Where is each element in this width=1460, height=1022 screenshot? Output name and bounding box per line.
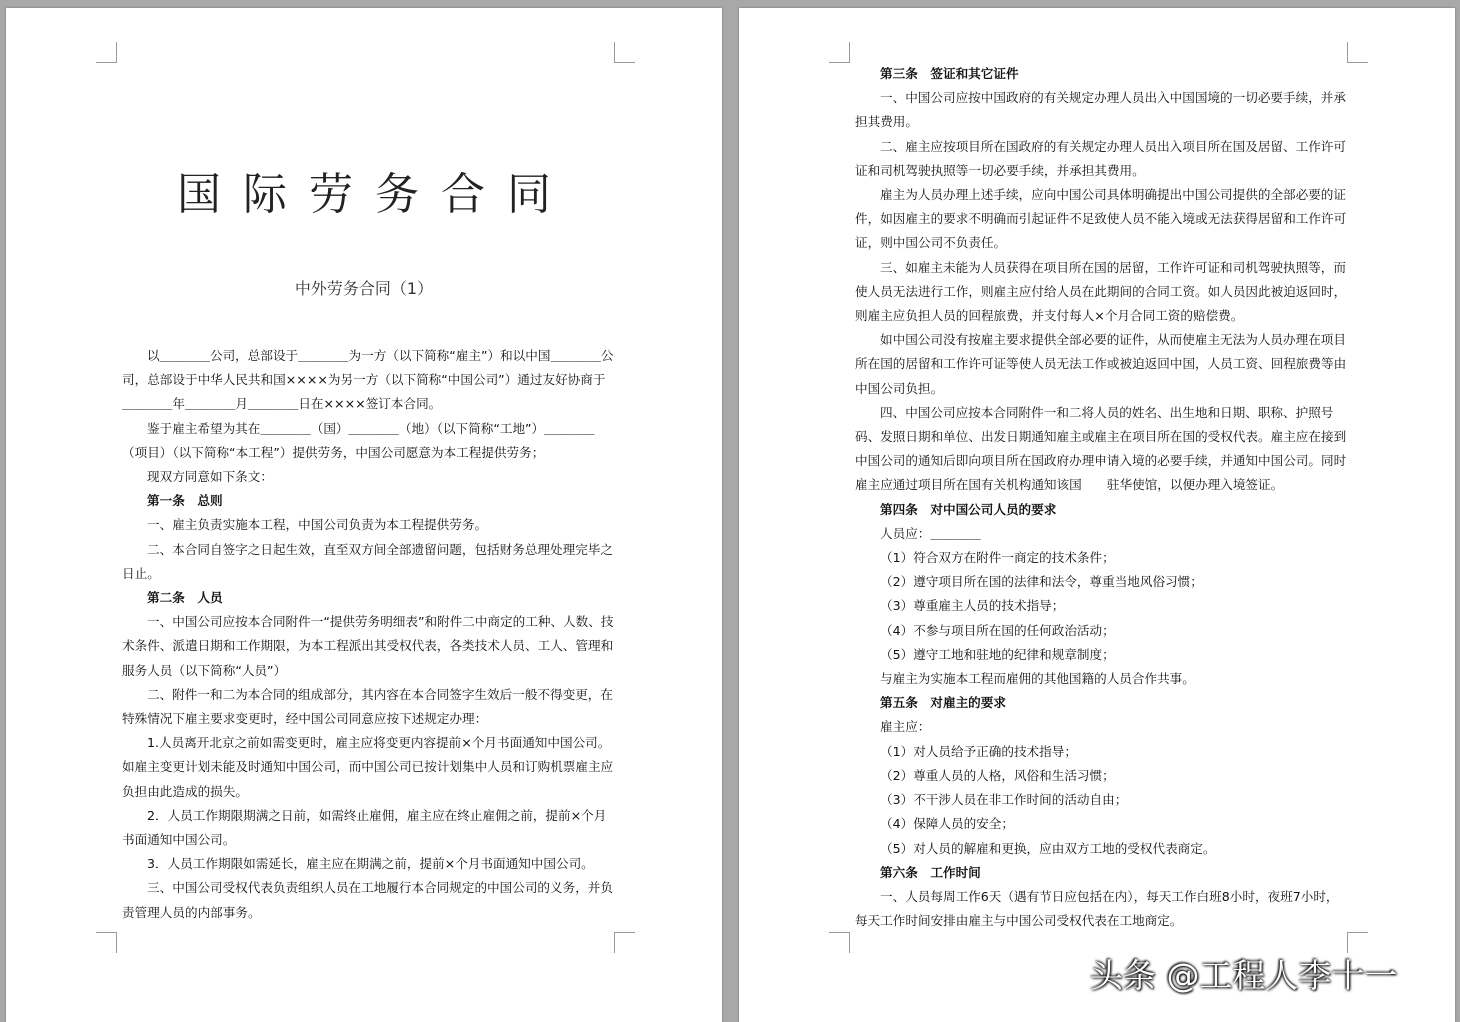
paragraph: 四、中国公司应按本合同附件一和二将人员的姓名、出生地和日期、职称、护照号码、发照日期和单位、出发日期通知雇主或雇主在项目所在国的受权代表。雇主应在接到中国公司的通知后即向项目所在国政府办理申请入境的必要手续，并通知中国公司。同时雇主应通过项目所在国有关机构通知该国 驻华使馆，以便办理入境签证。 bbox=[855, 404, 1347, 493]
paragraph: 人员应：＿＿＿＿ bbox=[880, 525, 981, 541]
section-heading: 第六条 工作时间 bbox=[880, 864, 981, 880]
document-title: 国际劳务合同 bbox=[177, 169, 573, 220]
margin-mark-bottom-left bbox=[96, 932, 117, 953]
paragraph: 2．人员工作期限期满之日前，如需终止雇佣，雇主应在终止雇佣之前，提前×个月书面通知中国公司。 bbox=[122, 807, 607, 848]
paragraph: 二、本合同自签字之日起生效，直至双方间全部遗留问题，包括财务总理处理完毕之日止。 bbox=[122, 541, 613, 581]
paragraph: 鉴于雇主希望为其在＿＿＿＿（国）＿＿＿＿（地）（以下简称“工地”）＿＿＿＿（项目）（以下简称“本工程”）提供劳务，中国公司愿意为本工程提供劳务； bbox=[122, 420, 595, 460]
paragraph: （3）不干涉人员在非工作时间的活动自由； bbox=[880, 792, 1128, 808]
paragraph: 雇主为人员办理上述手续，应向中国公司具体明确提出中国公司提供的全部必要的证件，如因雇主的要求不明确而引起证件不足致使人员不能入境或无法获得居留和工作许可证，则中国公司不负责任。 bbox=[855, 187, 1347, 251]
body-text-left bbox=[122, 344, 615, 925]
paragraph: 一、雇主负责实施本工程，中国公司负责为本工程提供劳务。 bbox=[147, 517, 488, 533]
document-subtitle: 中外劳务合同（1） bbox=[294, 279, 434, 298]
paragraph: 一、中国公司应按本合同附件一“提供劳务明细表”和附件二中商定的工种、人数、技术条件、派遣日期和工作期限，为本工程派出其受权代表，各类技术人员、工人、管理和服务人员（以下简称“人员”） bbox=[122, 614, 614, 678]
paragraph: （2）尊重人员的人格，风俗和生活习惯； bbox=[880, 767, 1115, 783]
margin-mark-top-left bbox=[96, 42, 117, 63]
paragraph: 现双方同意如下条文： bbox=[147, 469, 273, 485]
margin-mark-top-right bbox=[1347, 42, 1368, 63]
section-heading: 第四条 对中国公司人员的要求 bbox=[880, 501, 1057, 517]
margin-mark-bottom-right bbox=[614, 932, 635, 953]
paragraph: 三、如雇主未能为人员获得在项目所在国的居留，工作许可证和司机驾驶执照等，而使人员无法进行工作，则雇主应付给人员在此期间的合同工资。如人员因此被迫返回时，则雇主应负担人员的回程旅费，并支付每人×个月合同工资的赔偿费。 bbox=[855, 259, 1347, 324]
margin-mark-bottom-left bbox=[829, 932, 850, 953]
margin-mark-top-left bbox=[829, 42, 850, 63]
paragraph: 一、人员每周工作6天（遇有节日应包括在内），每天工作白班8小时，夜班7小时，每天工作时间安排由雇主与中国公司受权代表在工地商定。 bbox=[855, 888, 1339, 929]
paragraph: 1.人员离开北京之前如需变更时，雇主应将变更内容提前×个月书面通知中国公司。如雇主变更计划未能及时通知中国公司，而中国公司已按计划集中人员和订购机票雇主应负担由此造成的损失。 bbox=[122, 735, 614, 799]
watermark: 头条 @工程人李十一 bbox=[1090, 956, 1398, 995]
paragraph: 一、中国公司应按中国政府的有关规定办理人员出入中国国境的一切必要手续，并承担其费用。 bbox=[855, 90, 1346, 130]
paragraph: （4）不参与项目所在国的任何政治活动； bbox=[880, 622, 1115, 638]
paragraph: 二、雇主应按项目所在国政府的有关规定办理人员出入项目所在国及居留、工作许可证和司机驾驶执照等一切必要手续，并承担其费用。 bbox=[855, 138, 1346, 178]
paragraph: （2）遵守项目所在国的法律和法令，尊重当地风俗习惯； bbox=[880, 574, 1203, 590]
paragraph: 三、中国公司受权代表负责组织人员在工地履行本合同规定的中国公司的义务，并负责管理人员的内部事务。 bbox=[122, 880, 613, 920]
section-heading: 第三条 签证和其它证件 bbox=[880, 66, 1019, 81]
document-page-left bbox=[6, 8, 722, 1022]
margin-mark-top-right bbox=[614, 42, 635, 63]
document-page-right bbox=[739, 8, 1455, 1022]
paragraph: （4）保障人员的安全； bbox=[880, 816, 1014, 832]
section-heading: 第五条 对雇主的要求 bbox=[880, 695, 1006, 711]
section-heading: 第二条 人员 bbox=[147, 590, 223, 606]
paragraph: （5）遵守工地和驻地的纪律和规章制度； bbox=[880, 646, 1115, 662]
body-text-right bbox=[855, 62, 1348, 933]
paragraph: （3）尊重雇主人员的技术指导； bbox=[880, 598, 1065, 614]
paragraph: 3．人员工作期限如需延长，雇主应在期满之前，提前×个月书面通知中国公司。 bbox=[147, 856, 594, 872]
section-heading: 第一条 总则 bbox=[147, 493, 223, 509]
paragraph: （1）对人员给予正确的技术指导； bbox=[880, 743, 1077, 759]
paragraph: （5）对人员的解雇和更换，应由双方工地的受权代表商定。 bbox=[880, 840, 1216, 856]
paragraph: 二、附件一和二为本合同的组成部分，其内容在本合同签字生效后一般不得变更，在特殊情况下雇主要求变更时，经中国公司同意应按下述规定办理： bbox=[122, 686, 613, 727]
paragraph: 与雇主为实施本工程而雇佣的其他国籍的人员合作共事。 bbox=[880, 671, 1195, 687]
paragraph: 雇主应： bbox=[880, 719, 931, 735]
paragraph: 如中国公司没有按雇主要求提供全部必要的证件，从而使雇主无法为人员办理在项目所在国的居留和工作许可证等使人员无法工作或被迫返回中国，人员工资、回程旅费等由中国公司负担。 bbox=[855, 332, 1347, 396]
paragraph: （1）符合双方在附件一商定的技术条件； bbox=[880, 550, 1115, 566]
paragraph: 以＿＿＿＿公司，总部设于＿＿＿＿为一方（以下简称“雇主”）和以中国＿＿＿＿公司，总部设于中华人民共和国××××为另一方（以下简称“中国公司”）通过友好协商于＿＿＿＿年＿＿＿＿月＿＿＿＿日在××××签订本合同。 bbox=[122, 348, 614, 412]
